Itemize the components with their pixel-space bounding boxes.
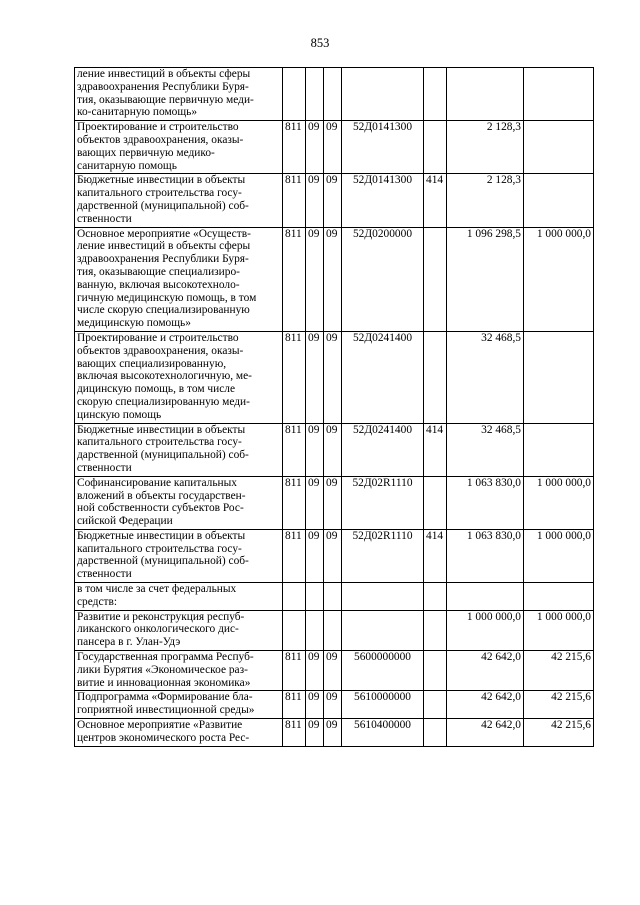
cell-target-article [342,68,424,121]
cell-amount-year-2 [524,121,594,174]
cell-expense-type [424,719,447,747]
cell-amount-year-2 [524,583,594,611]
cell-section [306,68,324,121]
table-row [75,423,594,476]
cell-amount-year-1: 32 468,5 [447,423,524,476]
cell-section: 09 [306,691,324,719]
name-line: ликанского онкологического дис- [77,623,239,636]
name-line: дарственной (муниципальной) соб- [77,555,249,568]
name-line: Бюджетные инвестиции в объекты [77,423,246,436]
cell-section: 09 [306,651,324,691]
name-line: дарственной (муниципальной) соб- [77,199,249,212]
name-line: здравоохранения Республики Буря- [77,80,249,93]
name-line: Основное мероприятие «Осуществ- [77,227,251,240]
name-line: ванную, включая высокотехноло- [77,278,240,291]
cell-amount-year-1: 2 128,3 [447,121,524,174]
cell-amount-year-2: 1 000 000,0 [524,610,594,650]
cell-name [75,331,283,423]
name-line: вающих первичную медико- [77,146,215,159]
name-line: Софинансирование капитальных [77,476,237,489]
cell-name [75,691,283,719]
cell-name [75,719,283,747]
table-body [75,68,594,747]
cell-name [75,610,283,650]
cell-amount-year-1: 2 128,3 [447,174,524,227]
cell-amount-year-2: 42 215,6 [524,691,594,719]
cell-name [75,174,283,227]
cell-section: 09 [306,529,324,582]
table-row [75,68,594,121]
cell-amount-year-2: 42 215,6 [524,651,594,691]
cell-expense-type [424,651,447,691]
name-line: гичную медицинскую помощь, в том [77,291,257,304]
cell-target-article [342,610,424,650]
name-line: Развитие и реконструкция респуб- [77,610,245,623]
cell-expense-type [424,691,447,719]
cell-target-article: 52Д02R1110 [342,529,424,582]
cell-target-article: 52Д0241400 [342,423,424,476]
cell-amount-year-2: 1 000 000,0 [524,529,594,582]
cell-target-article: 5600000000 [342,651,424,691]
cell-amount-year-2 [524,174,594,227]
name-line: средств: [77,595,118,608]
name-line: Бюджетные инвестиции в объекты [77,529,246,542]
table-row [75,227,594,331]
cell-amount-year-2 [524,423,594,476]
cell-name [75,651,283,691]
cell-grbs [283,583,306,611]
cell-grbs: 811 [283,121,306,174]
cell-subsection: 09 [324,691,342,719]
cell-subsection: 09 [324,651,342,691]
cell-amount-year-1: 42 642,0 [447,691,524,719]
cell-expense-type: 414 [424,529,447,582]
name-line: ственности [77,212,132,225]
cell-subsection: 09 [324,719,342,747]
cell-section: 09 [306,476,324,529]
table-row [75,610,594,650]
table-row [75,121,594,174]
cell-target-article: 52Д0141300 [342,121,424,174]
cell-target-article: 52Д0141300 [342,174,424,227]
cell-expense-type [424,227,447,331]
cell-grbs: 811 [283,476,306,529]
cell-amount-year-2: 42 215,6 [524,719,594,747]
name-line: ление инвестиций в объекты сферы [77,68,251,80]
name-line: ственности [77,461,132,474]
cell-target-article: 52Д0200000 [342,227,424,331]
cell-expense-type: 414 [424,423,447,476]
table-row [75,583,594,611]
name-line: скорую специализированную меди- [77,395,250,408]
name-line: здравоохранения Республики Буря- [77,253,249,266]
name-line: лики Бурятия «Экономическое раз- [77,663,248,676]
cell-amount-year-2: 1 000 000,0 [524,476,594,529]
cell-section: 09 [306,227,324,331]
name-line: Бюджетные инвестиции в объекты [77,174,246,187]
cell-subsection [324,68,342,121]
cell-grbs: 811 [283,227,306,331]
cell-target-article: 52Д0241400 [342,331,424,423]
name-line: объектов здравоохранения, оказы- [77,133,244,146]
cell-amount-year-1: 42 642,0 [447,651,524,691]
cell-amount-year-1: 1 063 830,0 [447,476,524,529]
name-line: ление инвестиций в объекты сферы [77,240,251,253]
cell-grbs: 811 [283,719,306,747]
cell-section: 09 [306,719,324,747]
cell-grbs [283,68,306,121]
cell-amount-year-1: 1 063 830,0 [447,529,524,582]
name-line: Проектирование и строительство [77,121,239,134]
name-line: цинскую помощь [77,408,162,421]
cell-subsection: 09 [324,174,342,227]
table-row [75,174,594,227]
name-line: тия, оказывающие специализиро- [77,265,240,278]
cell-target-article [342,583,424,611]
table-row [75,331,594,423]
cell-target-article: 5610400000 [342,719,424,747]
cell-name [75,227,283,331]
table-row [75,691,594,719]
cell-target-article: 5610000000 [342,691,424,719]
name-line: Проектирование и строительство [77,331,239,344]
cell-grbs: 811 [283,651,306,691]
name-line: тия, оказывающие первичную меди- [77,93,254,106]
cell-section: 09 [306,331,324,423]
cell-amount-year-1 [447,68,524,121]
page-number: 853 [310,36,330,50]
name-line: капитального строительства госу- [77,542,242,555]
cell-amount-year-2 [524,68,594,121]
cell-amount-year-2 [524,331,594,423]
cell-expense-type [424,68,447,121]
cell-subsection: 09 [324,476,342,529]
cell-amount-year-1: 42 642,0 [447,719,524,747]
name-line: витие и инновационная экономика» [77,676,251,689]
cell-grbs: 811 [283,174,306,227]
cell-target-article: 52Д02R1110 [342,476,424,529]
cell-name [75,121,283,174]
cell-section: 09 [306,121,324,174]
cell-grbs [283,610,306,650]
cell-expense-type: 414 [424,174,447,227]
cell-expense-type [424,121,447,174]
cell-subsection: 09 [324,423,342,476]
cell-subsection [324,610,342,650]
name-line: Государственная программа Респуб- [77,651,254,664]
cell-expense-type [424,331,447,423]
cell-section [306,610,324,650]
cell-amount-year-1: 1 000 000,0 [447,610,524,650]
cell-grbs: 811 [283,331,306,423]
name-line: капитального строительства госу- [77,436,242,449]
table-row [75,476,594,529]
cell-subsection: 09 [324,331,342,423]
cell-expense-type [424,476,447,529]
cell-section: 09 [306,423,324,476]
name-line: пансера в г. Улан-Удэ [77,636,181,649]
cell-subsection [324,583,342,611]
cell-expense-type [424,610,447,650]
cell-section [306,583,324,611]
cell-grbs: 811 [283,423,306,476]
name-line: санитарную помощь [77,159,177,172]
name-line: Подпрограмма «Формирование бла- [77,691,253,704]
cell-amount-year-1: 1 096 298,5 [447,227,524,331]
name-line: ко-санитарную помощь» [77,106,198,119]
cell-name [75,423,283,476]
name-line: включая высокотехнологичную, ме- [77,370,252,383]
cell-name [75,583,283,611]
name-line: вложений в объекты государствен- [77,489,246,502]
name-line: Основное мероприятие «Развитие [77,719,243,732]
cell-name [75,476,283,529]
table-row [75,719,594,747]
name-line: гоприятной инвестиционной среды» [77,704,255,717]
cell-amount-year-1: 32 468,5 [447,331,524,423]
name-line: дарственной (муниципальной) соб- [77,449,249,462]
cell-grbs: 811 [283,529,306,582]
name-line: медицинскую помощь» [77,317,191,330]
name-line: объектов здравоохранения, оказы- [77,344,244,357]
cell-expense-type [424,583,447,611]
name-line: капитального строительства госу- [77,187,242,200]
name-line: в том числе за счет федеральных [77,583,237,596]
name-line: числе скорую специализированную [77,304,250,317]
cell-subsection: 09 [324,529,342,582]
name-line: дицинскую помощь, в том числе [77,383,236,396]
cell-name [75,68,283,121]
cell-grbs: 811 [283,691,306,719]
name-line: ной собственности субъектов Рос- [77,502,244,515]
cell-amount-year-2: 1 000 000,0 [524,227,594,331]
name-line: вающих специализированную, [77,357,227,370]
cell-subsection: 09 [324,121,342,174]
cell-name [75,529,283,582]
table-row [75,651,594,691]
cell-amount-year-1 [447,583,524,611]
name-line: сийской Федерации [77,515,173,528]
budget-table [74,67,594,747]
table-row [75,529,594,582]
cell-section: 09 [306,174,324,227]
name-line: центров экономического роста Рес- [77,731,250,744]
name-line: ственности [77,568,132,581]
cell-subsection: 09 [324,227,342,331]
